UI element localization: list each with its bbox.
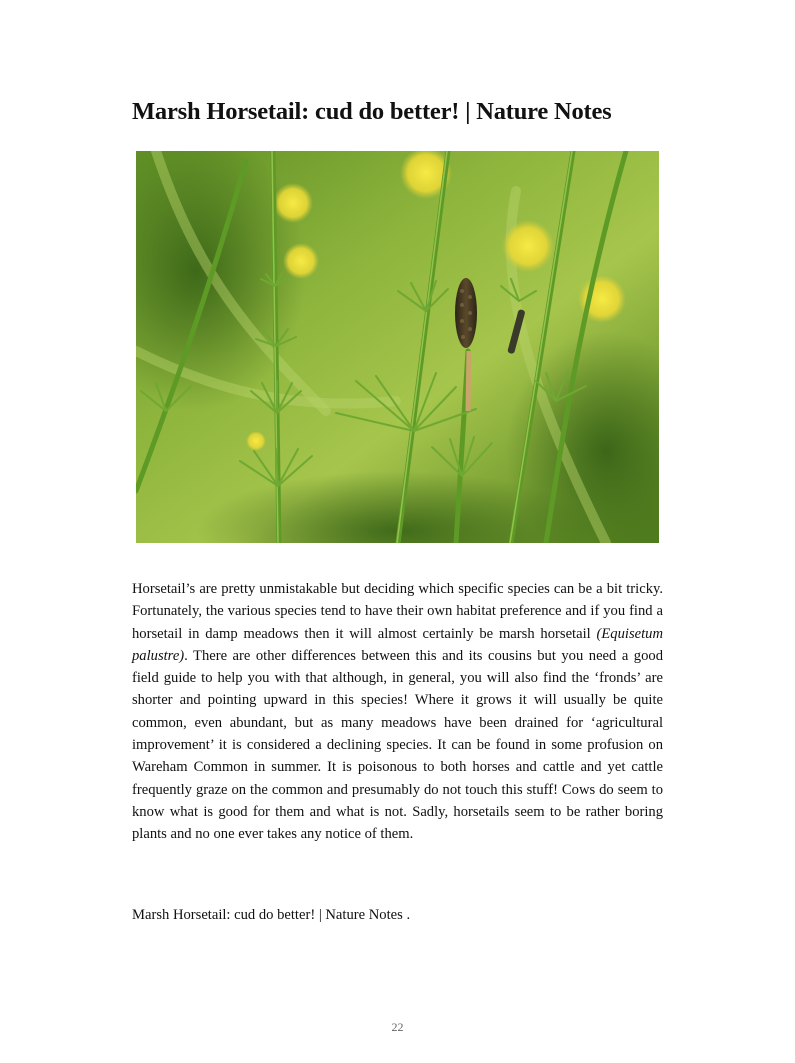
buttercup-blur (283, 243, 319, 279)
page-number: 22 (391, 1020, 404, 1034)
paragraph-text-end: . There are other differences between this and its cousins but you need a good field guide to help you with that although, in general, you will also find the ‘fronds’ are shorter and pointing upward in this species! Where it grows it will usually be quite common, even abundant, but as many meadows have been drained for ‘agricultural improvement’ it is considered a declining species. It can be found in some profusion on Wareham Common in summer. It is poisonous to both horses and cattle and yet cattle frequently graze on the common and presumably do not touch this stuff! Cows do seem to know what is good for them and what is not. Sadly, horsetails seem to be rather boring plants and no one ever takes any notice of them. (132, 647, 663, 843)
buttercup-blur (273, 183, 313, 223)
body-paragraph (132, 578, 663, 846)
species-name: (Equisetum palustre) (132, 625, 663, 664)
page-title: Marsh Horsetail: cud do better! | Nature Notes (132, 98, 612, 125)
buttercup-blur (246, 431, 266, 451)
horsetail-photo (136, 151, 659, 543)
buttercup-blur (502, 220, 554, 272)
paragraph-text-start: Horsetail’s are pretty unmistakable but deciding which specific species can be a bit tricky. Fortunately, the various species tend to have their own habitat preference and if you find a horsetail in damp meadows then it will almost certainly be marsh horsetail (132, 581, 663, 642)
cone-stalk (468, 351, 469, 411)
horsetail-cone (455, 278, 477, 348)
source-line: Marsh Horsetail: cud do better! | Nature Notes . (132, 907, 411, 923)
